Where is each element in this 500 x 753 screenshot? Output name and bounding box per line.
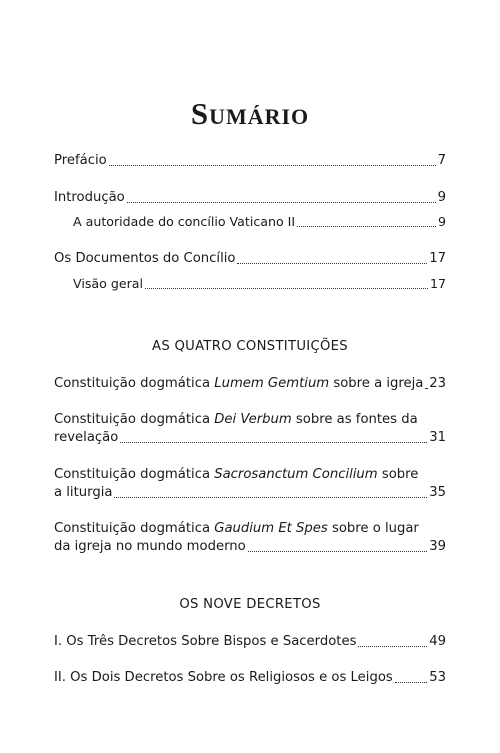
leader-dots bbox=[127, 202, 436, 203]
toc-page-number: 35 bbox=[429, 485, 446, 500]
toc-entry-dei-verbum[interactable] bbox=[54, 411, 446, 447]
toc-entry-decretos-religiosos[interactable] bbox=[54, 669, 446, 687]
toc-label: A autoridade do concílio Vaticano II bbox=[73, 214, 296, 229]
toc-page-number: 23 bbox=[429, 376, 446, 391]
toc-label-continued: revelação bbox=[54, 430, 119, 445]
toc-entry-prefacio[interactable] bbox=[54, 152, 446, 170]
toc-entry-documentos[interactable] bbox=[54, 250, 446, 268]
toc-page-number: 7 bbox=[437, 153, 446, 168]
toc-entry-autoridade[interactable] bbox=[73, 213, 446, 231]
leader-dots bbox=[425, 388, 427, 389]
leader-dots bbox=[237, 263, 427, 264]
toc-label: Constituição dogmática Dei Verbum sobre as fontes da bbox=[54, 412, 418, 427]
document-title: Lumem Gemtium bbox=[214, 376, 330, 391]
document-title: Dei Verbum bbox=[214, 412, 292, 427]
toc-page-number: 9 bbox=[437, 214, 446, 229]
leader-dots bbox=[297, 226, 436, 227]
leader-dots bbox=[358, 646, 427, 647]
toc-page-number: 17 bbox=[429, 251, 446, 266]
toc-page-number: 53 bbox=[429, 670, 446, 685]
toc-label: Introdução bbox=[54, 190, 125, 205]
toc-page-number: 39 bbox=[429, 539, 446, 554]
leader-dots bbox=[248, 551, 428, 552]
leader-dots bbox=[114, 497, 427, 498]
section-heading-decretos: OS NOVE DECRETOS bbox=[179, 597, 321, 612]
toc-entry-sacrosanctum-concilium[interactable] bbox=[54, 466, 446, 502]
toc-label: Constituição dogmática Gaudium Et Spes sobre o lugar bbox=[54, 521, 419, 536]
toc-page-number: 17 bbox=[429, 276, 446, 291]
leader-dots bbox=[109, 165, 436, 166]
toc-entry-decretos-bispos[interactable] bbox=[54, 633, 446, 651]
page-title: Sumário bbox=[190, 96, 310, 131]
toc-page-number: 31 bbox=[429, 430, 446, 445]
toc-label-continued: da igreja no mundo moderno bbox=[54, 539, 246, 554]
toc-entry-introducao[interactable] bbox=[54, 189, 446, 207]
leader-dots bbox=[120, 442, 427, 443]
document-title: Sacrosanctum Concilium bbox=[214, 467, 378, 482]
leader-dots bbox=[395, 682, 427, 683]
toc-label-continued: a liturgia bbox=[54, 485, 113, 500]
toc-entry-gaudium-et-spes[interactable] bbox=[54, 520, 446, 556]
toc-label: I. Os Três Decretos Sobre Bispos e Sacerdotes bbox=[54, 634, 357, 649]
toc-label: Visão geral bbox=[73, 276, 143, 291]
toc-entry-visao-geral[interactable] bbox=[73, 275, 446, 293]
section-heading-constituicoes: AS QUATRO CONSTITUIÇÕES bbox=[152, 339, 348, 354]
toc-label: II. Os Dois Decretos Sobre os Religiosos e os Leigos bbox=[54, 670, 393, 685]
toc-entry-lumen-gentium[interactable] bbox=[54, 375, 446, 393]
document-title: Gaudium Et Spes bbox=[214, 521, 328, 536]
leader-dots bbox=[145, 288, 428, 289]
toc-label: Constituição dogmática Lumem Gemtium sobre a igreja bbox=[54, 376, 424, 391]
toc-label: Os Documentos do Concílio bbox=[54, 251, 236, 266]
toc-label: Constituição dogmática Sacrosanctum Concilium sobre bbox=[54, 467, 419, 482]
toc-page-number: 9 bbox=[437, 190, 446, 205]
toc-page-number: 49 bbox=[429, 634, 446, 649]
toc-label: Prefácio bbox=[54, 153, 107, 168]
